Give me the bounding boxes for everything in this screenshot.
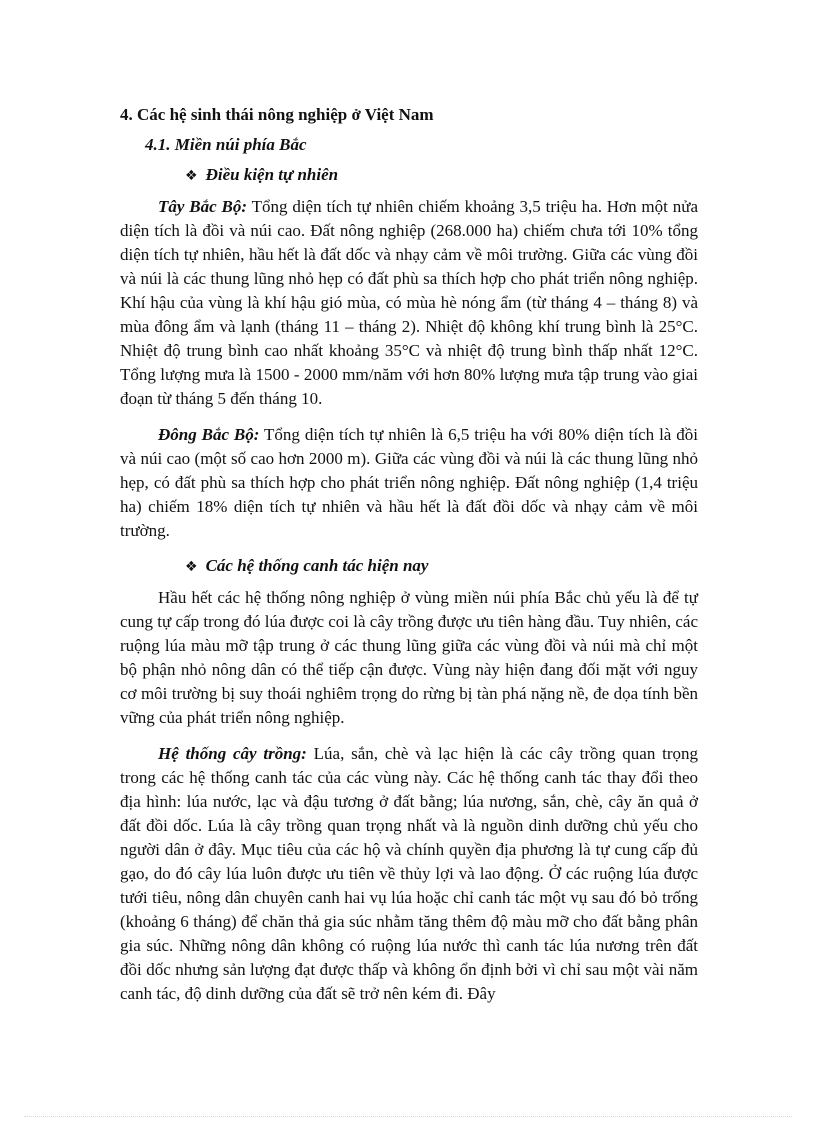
- page-content: [120, 104, 698, 1018]
- paragraph-text: Tổng diện tích tự nhiên chiếm khoảng 3,5 triệu ha. Hơn một nửa diện tích là đồi và núi cao. Đất nông nghiệp (268.000 ha) chiếm chưa tới 10% tổng diện tích tự nhiên, hầu hết là đất dốc và nhạy cảm về môi trường. Giữa các vùng đồi và núi là các thung lũng nhỏ hẹp có đất phù sa thích hợp cho phát triển nông nghiệp. Khí hậu của vùng là khí hậu gió mùa, có mùa hè nóng ẩm (từ tháng 4 – tháng 8) và mùa đông ẩm và lạnh (tháng 11 – tháng 2). Nhiệt độ không khí trung bình là 25°C. Nhiệt độ trung bình cao nhất khoảng 35°C và nhiệt độ trung bình thấp nhất 12°C. Tổng lượng mưa là 1500 - 2000 mm/năm với hơn 80% lượng mưa tập trung vào giai đoạn từ tháng 5 đến tháng 10.: [120, 197, 698, 408]
- section-heading: 4.1. Miền núi phía Bắc: [145, 135, 307, 154]
- paragraph-text: Lúa, sắn, chè và lạc hiện là các cây trồng quan trọng trong các hệ thống canh tác của các vùng này. Các hệ thống canh tác thay đổi theo địa hình: lúa nước, lạc và đậu tương ở đất bằng; lúa nương, sắn, chè, cây ăn quả ở đất đồi dốc. Lúa là cây trồng quan trọng nhất và là nguồn dinh dưỡng chủ yếu cho người dân ở đây. Mục tiêu của các hộ và chính quyền địa phương là tự cung cấp đủ gạo, do đó cây lúa luôn được ưu tiên về thủy lợi và lao động. Ở các ruộng lúa được tưới tiêu, nông dân chuyên canh hai vụ lúa hoặc chỉ canh tác một vụ sau đó bỏ trống (khoảng 6 tháng) để chăn thả gia súc nhằm tăng thêm độ màu mỡ cho đất bằng phân gia súc. Những nông dân không có ruộng lúa nước thì canh tác lúa nương trên đất đồi dốc nhưng sản lượng đạt được thấp và không ổn định bởi vì chỉ sau một vài năm canh tác, độ dinh dưỡng của đất sẽ trở nên kém đi. Đây: [120, 744, 699, 1003]
- paragraph-lead: Đông Bắc Bộ:: [158, 425, 260, 444]
- paragraph-dong-bac: [120, 423, 698, 543]
- paragraph-farming-overview: [120, 586, 698, 730]
- chapter-heading: 4. Các hệ sinh thái nông nghiệp ở Việt Nam: [120, 105, 434, 124]
- subsection-title: Các hệ thống canh tác hiện nay: [205, 556, 429, 575]
- diamond-bullet-icon: ❖: [185, 168, 198, 184]
- subsection-title: Điều kiện tự nhiên: [205, 165, 339, 184]
- paragraph-crop-systems: [120, 742, 698, 1006]
- page-bottom-rule: [24, 1116, 792, 1117]
- diamond-bullet-icon: ❖: [185, 559, 198, 575]
- paragraph-lead: Tây Bắc Bộ:: [158, 197, 248, 216]
- paragraph-lead: Hệ thống cây trồng:: [158, 744, 307, 763]
- subsection-heading-natural-conditions: [185, 164, 698, 187]
- paragraph-text: Tổng diện tích tự nhiên là 6,5 triệu ha với 80% diện tích là đồi và núi cao (một số cao hơn 2000 m). Giữa các vùng đồi và núi là các thung lũng nhỏ hẹp, có đất phù sa thích hợp cho phát triển nông nghiệp. Đất nông nghiệp (1,4 triệu ha) chiếm 18% diện tích tự nhiên và hầu hết là đất đồi dốc và nhạy cảm về môi trường.: [120, 425, 698, 540]
- paragraph-text: Hầu hết các hệ thống nông nghiệp ở vùng miền núi phía Bắc chủ yếu là để tự cung tự cấp trong đó lúa được coi là cây trồng được ưu tiên hàng đầu. Tuy nhiên, các ruộng lúa màu mỡ tập trung ở các thung lũng giữa các vùng đồi và núi mà chỉ một bộ phận nhỏ nông dân có thể tiếp cận được. Vùng này hiện đang đối mặt với nguy cơ môi trường bị suy thoái nghiêm trọng do rừng bị tàn phá nặng nề, đe dọa tính bền vững của phát triển nông nghiệp.: [120, 588, 698, 727]
- paragraph-tay-bac: [120, 195, 698, 411]
- subsection-heading-farming-systems: [185, 555, 698, 578]
